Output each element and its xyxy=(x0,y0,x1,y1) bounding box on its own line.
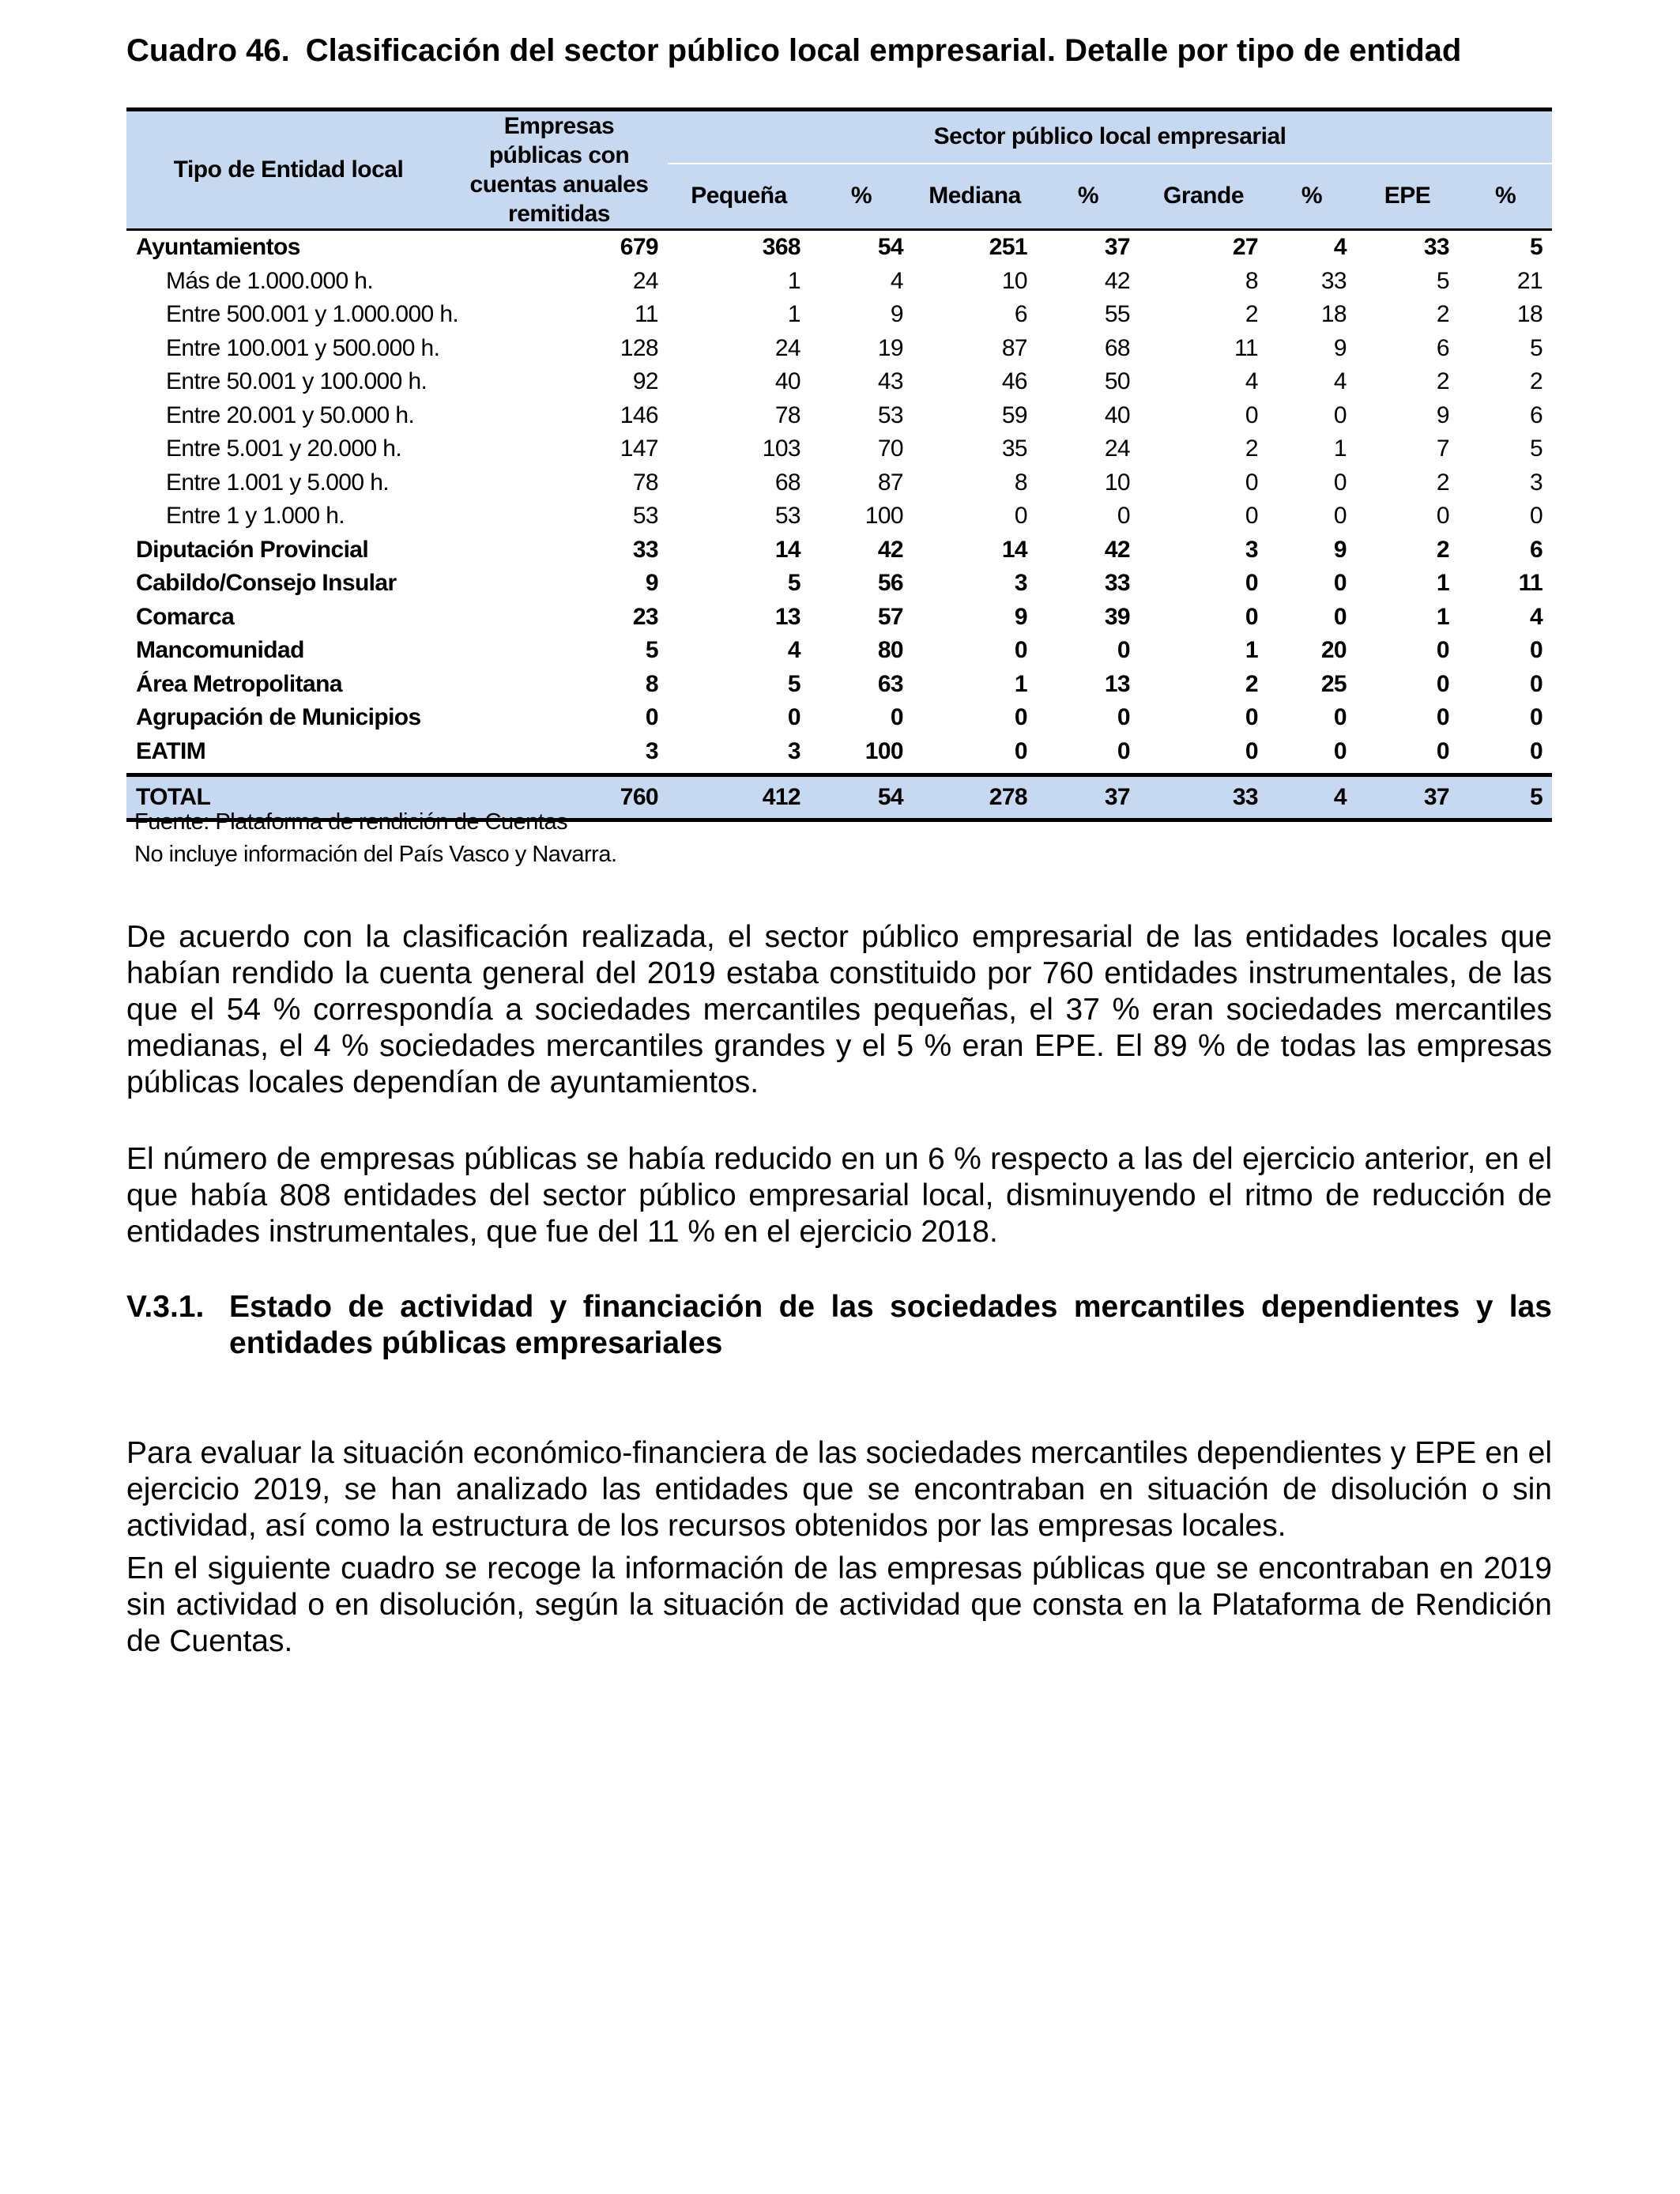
table-cell: 40 xyxy=(1104,401,1130,428)
table-cell: 9 xyxy=(890,301,903,328)
table-cell: 0 xyxy=(1333,737,1347,764)
table-row xyxy=(126,499,1552,533)
table-cell: 50 xyxy=(1104,368,1130,395)
table-cell: 39 xyxy=(1104,603,1130,630)
row-label: Entre 5.001 y 20.000 h. xyxy=(166,435,402,462)
table-cell: 0 xyxy=(1333,570,1347,597)
table-cell: 87 xyxy=(877,469,903,496)
table-cell: 9 xyxy=(1436,401,1449,428)
total-cell: 33 xyxy=(1139,775,1268,820)
table-cell: 0 xyxy=(1530,737,1543,764)
table-cell: 4 xyxy=(1333,368,1347,395)
table-cell: 0 xyxy=(1245,469,1258,496)
table-cell: 10 xyxy=(1001,267,1027,294)
table-cell: 1 xyxy=(1436,570,1449,597)
table-cell: 368 xyxy=(762,234,800,261)
table-cell: 8 xyxy=(645,670,658,697)
table-cell: 63 xyxy=(877,670,903,697)
table-row xyxy=(126,365,1552,399)
total-cell: 760 xyxy=(450,775,668,820)
table-cell: 24 xyxy=(1104,435,1130,462)
table-notes xyxy=(134,806,617,871)
row-label: Entre 20.001 y 50.000 h. xyxy=(166,401,415,428)
row-label: Entre 1.001 y 5.000 h. xyxy=(166,469,390,496)
table-cell: 4 xyxy=(787,637,800,664)
header-tipo-entidad: Tipo de Entidad local xyxy=(126,110,450,230)
table-number: Cuadro 46. xyxy=(126,33,290,68)
table-cell: 0 xyxy=(1245,401,1258,428)
table-cell: 24 xyxy=(774,334,800,361)
table-cell: 7 xyxy=(1436,435,1449,462)
table-cell: 0 xyxy=(1333,469,1347,496)
table-cell: 2 xyxy=(1245,435,1258,462)
table-cell: 5 xyxy=(645,637,658,664)
table-cell: 33 xyxy=(1423,234,1449,261)
table-cell: 103 xyxy=(762,435,800,462)
table-row xyxy=(126,533,1552,567)
table-cell: 56 xyxy=(877,570,903,597)
header-sector-publico: Sector público local empresarial xyxy=(668,110,1552,164)
table-cell: 9 xyxy=(1014,603,1027,630)
table-cell: 2 xyxy=(1436,536,1449,563)
table-cell: 53 xyxy=(632,503,658,530)
table-cell: 1 xyxy=(787,267,800,294)
table-cell: 100 xyxy=(864,737,903,764)
table-cell: 14 xyxy=(1001,536,1027,563)
table-cell: 0 xyxy=(1436,737,1449,764)
table-cell: 33 xyxy=(1320,267,1347,294)
section-title: Estado de actividad y financiación de las sociedades mercantiles dependientes y las entidades públicas empresariales xyxy=(229,1290,1552,1360)
table-cell: 6 xyxy=(1530,401,1543,428)
table-cell: 9 xyxy=(645,570,658,597)
total-cell: 278 xyxy=(913,775,1037,820)
table-row xyxy=(126,735,1552,775)
source-note: Fuente: Plataforma de rendición de Cuentas xyxy=(134,809,568,835)
table-cell: 2 xyxy=(1530,368,1543,395)
table-cell: 0 xyxy=(1530,670,1543,697)
table-cell: 251 xyxy=(989,234,1027,261)
table-cell: 0 xyxy=(1530,637,1543,664)
row-label: EATIM xyxy=(136,737,206,764)
table-cell: 24 xyxy=(632,267,658,294)
table-cell: 23 xyxy=(632,603,658,630)
table-cell: 0 xyxy=(890,704,903,731)
table-cell: 4 xyxy=(1530,603,1543,630)
table-cell: 3 xyxy=(1014,570,1027,597)
table-row xyxy=(126,634,1552,668)
table-cell: 2 xyxy=(1245,301,1258,328)
total-cell: 5 xyxy=(1459,775,1552,820)
table-cell: 1 xyxy=(787,301,800,328)
table-cell: 54 xyxy=(877,234,903,261)
row-label: Entre 50.001 y 100.000 h. xyxy=(166,368,428,395)
table-cell: 68 xyxy=(1104,334,1130,361)
table-cell: 0 xyxy=(1530,704,1543,731)
header-pct-pequena: % xyxy=(810,164,913,230)
table-cell: 70 xyxy=(877,435,903,462)
table-cell: 9 xyxy=(1333,536,1347,563)
table-cell: 5 xyxy=(1530,435,1543,462)
table-cell: 0 xyxy=(1014,737,1027,764)
table-cell: 0 xyxy=(1333,401,1347,428)
table-body xyxy=(126,230,1552,775)
table-cell: 1 xyxy=(1333,435,1347,462)
table-cell: 2 xyxy=(1436,301,1449,328)
table-row xyxy=(126,298,1552,332)
table-cell: 0 xyxy=(1245,704,1258,731)
table-cell: 59 xyxy=(1001,401,1027,428)
table-cell: 33 xyxy=(1104,570,1130,597)
table-cell: 21 xyxy=(1516,267,1543,294)
table-cell: 4 xyxy=(890,267,903,294)
header-empresas-publicas: Empresas públicas con cuentas anuales remitidas xyxy=(450,110,668,230)
table-cell: 42 xyxy=(1104,267,1130,294)
table-cell: 53 xyxy=(877,401,903,428)
table-cell: 1 xyxy=(1436,603,1449,630)
table-cell: 9 xyxy=(1333,334,1347,361)
header-pct-epe: % xyxy=(1459,164,1552,230)
section-heading xyxy=(126,1289,1552,1362)
table-cell: 0 xyxy=(1436,503,1449,530)
table-row xyxy=(126,466,1552,500)
paragraph-3: Para evaluar la situación económico-financiera de las sociedades mercantiles dependientes y EPE en el ejercicio 2019, se han analizado las entidades que se encontraban en situación de disolución o sin actividad, así como la estructura de los recursos obtenidos por las empresas locales. xyxy=(126,1436,1552,1543)
table-cell: 0 xyxy=(1117,704,1130,731)
total-cell: 37 xyxy=(1356,775,1459,820)
table-cell: 13 xyxy=(774,603,800,630)
paragraph-4: En el siguiente cuadro se recoge la información de las empresas públicas que se encontraban en 2019 sin actividad o en disolución, según la situación de actividad que consta en la Plataforma de Rendición de Cuentas. xyxy=(126,1551,1552,1658)
table-cell: 42 xyxy=(877,536,903,563)
table-cell: 68 xyxy=(774,469,800,496)
table-header xyxy=(126,110,1552,230)
table-cell: 4 xyxy=(1245,368,1258,395)
table-cell: 679 xyxy=(620,234,658,261)
table-cell: 0 xyxy=(1245,503,1258,530)
table-cell: 3 xyxy=(645,737,658,764)
table-cell: 4 xyxy=(1333,234,1347,261)
table-cell: 25 xyxy=(1320,670,1347,697)
table-cell: 0 xyxy=(1245,570,1258,597)
row-label: Entre 100.001 y 500.000 h. xyxy=(166,334,440,361)
table-cell: 11 xyxy=(635,301,658,328)
table-cell: 1 xyxy=(1245,637,1258,664)
row-label: Entre 500.001 y 1.000.000 h. xyxy=(166,301,459,328)
table-cell: 18 xyxy=(1516,301,1543,328)
table-cell: 0 xyxy=(1117,637,1130,664)
table-cell: 147 xyxy=(620,435,658,462)
table-cell: 0 xyxy=(1436,637,1449,664)
table-cell: 78 xyxy=(774,401,800,428)
table-cell: 0 xyxy=(1245,603,1258,630)
table-cell: 18 xyxy=(1320,301,1347,328)
table-cell: 53 xyxy=(774,503,800,530)
header-mediana: Mediana xyxy=(913,164,1037,230)
total-label: TOTAL xyxy=(126,775,450,820)
table-cell: 5 xyxy=(1530,234,1543,261)
table-cell: 0 xyxy=(1014,704,1027,731)
table-cell: 80 xyxy=(877,637,903,664)
total-cell: 4 xyxy=(1268,775,1356,820)
table-cell: 0 xyxy=(1245,737,1258,764)
row-label: Diputación Provincial xyxy=(136,536,369,563)
total-cell: 54 xyxy=(810,775,913,820)
table-row xyxy=(126,265,1552,299)
classification-table xyxy=(126,107,1552,822)
row-label: Área Metropolitana xyxy=(136,670,342,697)
table-cell: 0 xyxy=(1333,503,1347,530)
table-cell: 0 xyxy=(1333,603,1347,630)
table-row xyxy=(126,432,1552,466)
table-cell: 33 xyxy=(632,536,658,563)
table-cell: 0 xyxy=(1436,704,1449,731)
table-cell: 146 xyxy=(620,401,658,428)
table-cell: 42 xyxy=(1104,536,1130,563)
table-cell: 3 xyxy=(1530,469,1543,496)
header-epe: EPE xyxy=(1356,164,1459,230)
total-cell: 37 xyxy=(1037,775,1139,820)
table-cell: 2 xyxy=(1245,670,1258,697)
table-cell: 0 xyxy=(1014,503,1027,530)
table-cell: 0 xyxy=(1436,670,1449,697)
table-cell: 2 xyxy=(1436,469,1449,496)
table-cell: 37 xyxy=(1104,234,1130,261)
header-grande: Grande xyxy=(1139,164,1268,230)
table-cell: 5 xyxy=(787,670,800,697)
table-cell: 0 xyxy=(1117,503,1130,530)
row-label: Ayuntamientos xyxy=(136,234,300,261)
table-cell: 46 xyxy=(1001,368,1027,395)
paragraph-1: De acuerdo con la clasificación realizada, el sector público empresarial de las entidades locales que habían rendido la cuenta general del 2019 estaba constituido por 760 entidades instrumentales, de las que el 54 % correspondía a sociedades mercantiles pequeñas, el 37 % eran sociedades mercantiles medianas, el 4 % sociedades mercantiles grandes y el 5 % eran EPE. El 89 % de todas las empresas públicas locales dependían de ayuntamientos. xyxy=(126,920,1552,1099)
table-cell: 40 xyxy=(774,368,800,395)
row-label: Más de 1.000.000 h. xyxy=(166,267,374,294)
table-cell: 0 xyxy=(1530,503,1543,530)
table-cell: 19 xyxy=(877,334,903,361)
row-label: Entre 1 y 1.000 h. xyxy=(166,503,345,530)
table-cell: 8 xyxy=(1014,469,1027,496)
header-pct-grande: % xyxy=(1268,164,1356,230)
table-cell: 55 xyxy=(1104,301,1130,328)
row-label: Mancomunidad xyxy=(136,637,304,664)
coverage-note: No incluye información del País Vasco y Navarra. xyxy=(134,842,617,867)
table-cell: 100 xyxy=(864,503,903,530)
table-cell: 0 xyxy=(1333,704,1347,731)
table-row xyxy=(126,668,1552,702)
table-cell: 10 xyxy=(1104,469,1130,496)
table-cell: 0 xyxy=(645,704,658,731)
table-cell: 5 xyxy=(1436,267,1449,294)
row-label: Agrupación de Municipios xyxy=(136,704,421,731)
table-cell: 13 xyxy=(1104,670,1130,697)
table-cell: 20 xyxy=(1320,637,1347,664)
table-cell: 0 xyxy=(1014,637,1027,664)
table-title xyxy=(126,33,1565,69)
row-label: Comarca xyxy=(136,603,235,630)
table-cell: 57 xyxy=(877,603,903,630)
table-cell: 14 xyxy=(774,536,800,563)
table-cell: 5 xyxy=(787,570,800,597)
paragraph-2: El número de empresas públicas se había reducido en un 6 % respecto a las del ejercicio anterior, en el que había 808 entidades del sector público empresarial local, disminuyendo el ritmo de reducción de entidades instrumentales, que fue del 11 % en el ejercicio 2018. xyxy=(126,1142,1552,1249)
table-cell: 92 xyxy=(632,368,658,395)
header-pequena: Pequeña xyxy=(668,164,810,230)
table-cell: 11 xyxy=(1518,570,1543,597)
table-row xyxy=(126,601,1552,635)
table-cell: 5 xyxy=(1530,334,1543,361)
total-cell: 412 xyxy=(668,775,810,820)
table-cell: 6 xyxy=(1014,301,1027,328)
table-cell: 3 xyxy=(1245,536,1258,563)
row-label: Cabildo/Consejo Insular xyxy=(136,570,397,597)
table-cell: 0 xyxy=(1117,737,1130,764)
table-cell: 43 xyxy=(877,368,903,395)
table-cell: 87 xyxy=(1001,334,1027,361)
table-cell: 3 xyxy=(787,737,800,764)
table-cell: 128 xyxy=(620,334,658,361)
table-row xyxy=(126,567,1552,601)
header-pct-mediana: % xyxy=(1037,164,1139,230)
table-cell: 1 xyxy=(1014,670,1027,697)
table-cell: 6 xyxy=(1530,536,1543,563)
table-cell: 27 xyxy=(1232,234,1258,261)
table-row xyxy=(126,332,1552,366)
table-row xyxy=(126,399,1552,433)
table-cell: 2 xyxy=(1436,368,1449,395)
table-cell: 11 xyxy=(1234,334,1258,361)
table-row xyxy=(126,701,1552,735)
table-row xyxy=(126,230,1552,265)
table-title-text: Clasificación del sector público local empresarial. Detalle por tipo de entidad xyxy=(305,33,1462,68)
table-cell: 8 xyxy=(1245,267,1258,294)
section-number: V.3.1. xyxy=(126,1290,205,1324)
table-cell: 6 xyxy=(1436,334,1449,361)
table-cell: 0 xyxy=(787,704,800,731)
table-cell: 35 xyxy=(1001,435,1027,462)
table-cell: 78 xyxy=(632,469,658,496)
